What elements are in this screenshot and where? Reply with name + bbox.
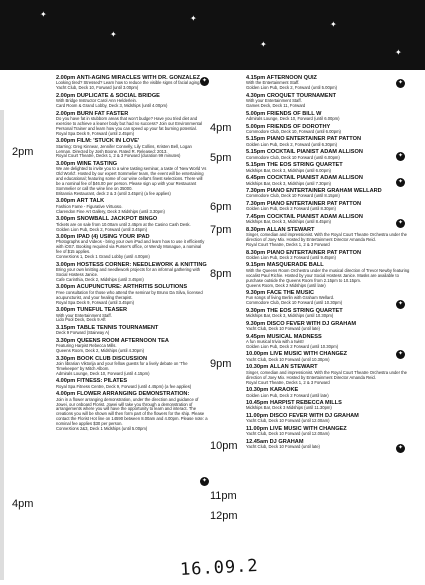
schedule-event [56, 338, 208, 354]
event-venue: Commodore Club, Deck 10 Forward (until 6.00pm) [246, 154, 340, 160]
event-title: 3.00pm ART TALK [56, 198, 105, 205]
event-venue: Deck 9 Forward (Stairway A) [56, 330, 110, 336]
event-venue: Midships Bar, Deck 3, Midships (until 7.30pm) [246, 180, 331, 186]
event-venue: Royal Spa Deck 9, Forward (until 2.45pm) [56, 130, 134, 136]
event-venue: ConneXions 1, Deck 1 Grand Lobby (until 4.00pm) [56, 254, 150, 260]
event-venue: Golden Lion Pub, Deck 2 Forward (until 9.45pm) [246, 254, 336, 260]
star-decoration: ✦ [395, 48, 402, 57]
event-title: 2.00pm DUPLICATE & SOCIAL BRIDGE [56, 92, 160, 99]
event-description: Singer, comedian and impressionist. With the Royal Court Theatre Orchestra under the direction of Joey Mix. Hosted by Entertainment Director Amanda Reid. [246, 232, 407, 243]
event-description: Join librarian Viktorija and your fellow guests for a lively debate on 'The Timekeeper' by Mitch Albom. [56, 361, 188, 371]
schedule-event [246, 227, 411, 248]
event-venue: Golden Lion Pub, Deck 2, Forward (until 3.45pm) [56, 226, 148, 232]
event-venue: Card Room & Grand Lobby, Deck 3, Midships (until 4.00pm) [56, 103, 168, 109]
event-title: 3.00pm HOSTESS CORNER: NEEDLEWORK & KNITTING [56, 261, 207, 268]
schedule-event [246, 75, 411, 91]
event-venue: Golden Lion Pub, Deck 2, Forward (until 6.30pm) [246, 141, 338, 147]
schedule-event [56, 356, 208, 377]
schedule-event [56, 75, 208, 91]
event-title: 3.00pm TUNEFUL TEASER [56, 307, 128, 314]
event-title: 3.30pm QUEENS ROOM AFTERNOON TEA [56, 337, 169, 344]
event-venue: Clarendon Fine Art Gallery, Deck 3 Midships (until 3.30pm) [56, 208, 165, 214]
hour-marker-8pm: 8pm [210, 268, 232, 280]
schedule-event [246, 400, 411, 411]
event-venue: Queens Room, Deck 2, Midships (until 4.30pm) [56, 348, 144, 354]
event-title: 3.00pm ACUPUNCTURE: ARTHRITIS SOLUTIONS [56, 284, 188, 291]
event-title: 10.00pm LIVE MUSIC WITH CHANGEZ [246, 351, 348, 358]
hour-marker-9pm: 9pm [210, 358, 232, 370]
hour-marker-12pm: 12pm [210, 510, 238, 522]
schedule-event [56, 234, 208, 260]
event-title: 9.30pm FACE THE MUSIC [246, 290, 315, 297]
hour-marker-7pm: 7pm [210, 224, 232, 236]
event-description: With the Entertainment Staff. [246, 80, 300, 86]
hour-marker-4pm: 4pm [12, 498, 34, 510]
hour-marker-4pm-right: 4pm [210, 122, 232, 134]
schedule-event [246, 321, 411, 332]
event-title: 3.15pm TABLE TENNIS TOURNAMENT [56, 324, 159, 331]
event-venue: Yacht Club, Deck 10 Forward (until 12.00am) [246, 418, 330, 424]
schedule-event [246, 124, 411, 135]
event-title: 4.00pm FLOWER ARRANGING DEMONSTRATION: [56, 391, 190, 398]
event-venue: Midships Bar, Deck 3 Midships (until 11.30pm) [246, 405, 332, 411]
event-venue: Royal Spa Deck 9, Forward (until 3.45pm) [56, 299, 134, 305]
schedule-event [246, 351, 411, 362]
event-venue: Cafe Carinthia, Deck 2, Midships (until 3.45pm) [56, 276, 144, 282]
event-venue: Commodore Club, Deck 10 Forward (until 10.30pm) [246, 300, 343, 306]
schedule-event [56, 138, 208, 159]
header-banner [0, 0, 425, 70]
event-title: 3.00pm WINE TASTING [56, 160, 118, 167]
event-venue: Queens Room, Deck 2 Midships (until late) [246, 282, 326, 288]
schedule-event [246, 426, 411, 437]
event-venue: Golden Lion Pub, Deck 2 Forward (until late) [246, 392, 329, 398]
event-title: 3.00pm FILM: 'STUCK IN LOVE' [56, 138, 140, 145]
event-venue: Admirals Lounge, Deck 10, Forward (until 4.15pm) [56, 370, 150, 376]
event-venue: Yacht Club, Deck 10 Forward (until late) [246, 444, 320, 450]
event-title: 10.30pm KARAOKE [246, 387, 299, 394]
event-title: 3.30pm BOOK CLUB DISCUSSION [56, 355, 148, 362]
event-description: With your Entertainment Staff. [56, 312, 112, 318]
schedule-event [246, 136, 411, 147]
event-title: 8.30pm PIANO ENTERTAINER PAT PATTON [246, 249, 361, 256]
event-title: 3.00pm IPAD (4) USING YOUR IPAD [56, 234, 150, 241]
schedule-event [246, 387, 411, 398]
event-title: 7.30pm PIANO ENTERTAINER PAT PATTON [246, 200, 361, 207]
event-title: 5.00pm FRIENDS OF BILL W [246, 110, 322, 117]
event-title: 5.00pm FRIENDS OF DOROTHY [246, 123, 331, 130]
event-description: Photographs and Videos - bring your own iPad and learn how to use it efficiently with iOS7. Booking required via Purser's office, or Wendy Monague, a nominal fee of $15 applies. [56, 239, 205, 255]
hour-marker-5pm: 5pm [210, 152, 232, 164]
event-description: With Bridge Instructor Carol Ann Helderlein. [56, 98, 137, 104]
star-decoration: ✦ [260, 40, 267, 49]
event-description: Free consultation for those who attend the seminar by Bruno Da Silva, licensed acupuncturist, and your healing therapist. [56, 289, 203, 300]
event-venue: Midships Bar, Deck 3, Midships (until 8.45pm) [246, 219, 331, 225]
event-venue: Commodore Club, Deck 10, Forward (until 6.00pm) [246, 128, 341, 134]
venue-icon: ✦ [397, 220, 404, 226]
event-title: 5.15pm COCKTAIL PIANIST ADAM ALLISON [246, 149, 363, 156]
schedule-event [56, 216, 208, 232]
venue-icon: ✦ [201, 78, 208, 84]
event-description: We are delighted to invite you to a wine tasting seminar, a taste of 'New World Vs Old World'. Hosted by our expert Sommelier team, the event will be entertaining and educational; featuring some of our wine cellar's finest selections. There will be a nominal fee of $46.00 per person. Please sign up with your Restaurant Sommelier or call the wine line on 35000. [56, 166, 207, 191]
schedule-event [246, 175, 411, 186]
schedule-event [246, 308, 411, 319]
event-title: 11.00pm LIVE MUSIC WITH CHANGEZ [246, 425, 347, 432]
event-title: 9.45pm MUSICAL MADNESS [246, 333, 322, 340]
schedule-event [246, 364, 411, 385]
event-venue: Midships Bar, Deck 3, Midships (until 6.00pm) [246, 167, 331, 173]
event-description: Looking tired? Stressed? Learn how to reduce the visible signs of facial aging. [56, 80, 201, 86]
schedule-event [246, 439, 411, 450]
schedule-event [246, 413, 411, 424]
event-title: 7.45pm COCKTAIL PIANIST ADAM ALLISON [246, 213, 363, 220]
event-venue: Golden Lion Pub, Deck 2 Forward (until 10.30pm) [246, 343, 339, 349]
schedule-event [56, 161, 208, 197]
event-description: With your Entertainment Staff. [246, 98, 302, 104]
event-title: 6.45pm COCKTAIL PIANIST ADAM ALLISON [246, 175, 363, 182]
event-title: 7.30pm PIANO ENTERTAINER GRAHAM WELLARD [246, 188, 382, 195]
event-title: 10.30pm ALLAN STEWART [246, 364, 318, 371]
event-venue: Yacht Club, Deck 10 Forward (until 12.00am) [246, 431, 330, 437]
hour-marker-10pm: 10pm [210, 440, 238, 452]
schedule-event [56, 198, 208, 214]
event-description: Starring: Greg Kinnear, Jennifer Connelly, Lily Collins, Kristen Bell, Logan Lerman. Directed by Josh Boone. Rated R. Released: 2013. [56, 143, 192, 154]
event-title: 9.30pm DISCO FEVER WITH DJ GRAHAM [246, 320, 357, 327]
venue-icon: ✦ [201, 478, 208, 484]
star-decoration: ✦ [40, 10, 47, 19]
schedule-event [246, 250, 411, 261]
event-title: 4.15pm AFTERNOON QUIZ [246, 75, 317, 81]
event-venue: Commodore Club, Deck 10 Forward (until 8.15pm) [246, 193, 340, 199]
event-venue: Yacht Club, Deck 10 Forward (until late) [246, 326, 320, 332]
event-venue: Royal Spa Fitness Centre, Deck 9, Forward (until 4.45pm) (a fee applies) [56, 383, 192, 389]
event-title: 3.00pm SNOWBALL JACKPOT BINGO [56, 216, 158, 223]
star-decoration: ✦ [110, 30, 117, 39]
schedule-event [56, 262, 208, 283]
event-venue: Royal Court Theatre, Decks 1, 2 & 3 Forward [246, 379, 330, 385]
schedule-event [246, 188, 411, 199]
schedule-event [246, 214, 411, 225]
event-description: Fashion Fame - Figurative Virtuoso. [56, 203, 123, 209]
event-venue: Golden Lion Pub, Deck 2, Forward (until 5.00pm) [246, 85, 338, 91]
event-description: Do you have fat in stubborn areas that won't budge? Have you tried diet and exercise to achieve a leaner body but had no success? Join our Environmental Personal Trainer and learn how you can speed up your fat burning potential. [56, 116, 202, 131]
event-title: 10.45pm HARPIST REBECCA MILLS [246, 400, 342, 406]
event-venue: Golden Lion Pub, Deck 2 Forward (until 8.30pm) [246, 206, 336, 212]
star-decoration: ✦ [330, 20, 337, 29]
schedule-event [246, 290, 411, 306]
handwritten-date: 16.09.2 [179, 555, 260, 581]
venue-icon: ✦ [397, 351, 404, 357]
event-venue: Games Deck, Deck 11, Forward [246, 103, 306, 109]
event-venue: Lido Pool Deck, Deck 9 Aft [56, 317, 106, 323]
event-title: 4.30pm CROQUET TOURNAMENT [246, 92, 337, 99]
event-venue: Yacht Club, Deck 10 Forward (until 10.30pm) [246, 356, 330, 362]
schedule-event [56, 325, 208, 336]
event-venue: ConneXions 2&3, Deck 1 Midships (until 5.00pm) [56, 426, 148, 432]
schedule-event [56, 111, 208, 137]
venue-icon: ✦ [397, 80, 404, 86]
schedule-event [246, 111, 411, 122]
right-schedule-column [246, 75, 411, 452]
event-description: A fun musical trivia with a twist! [246, 339, 304, 345]
event-venue: Admirals Lounge, Deck 10, Forward (until 6.00pm) [246, 116, 340, 122]
schedule-event [56, 93, 208, 109]
event-title: 2.00pm BURN FAT FASTER [56, 110, 129, 117]
event-description: Tickets are on sale from 10.00am until 2.45pm at the Casino Cash Desk. [56, 221, 191, 227]
event-title: 12.45am DJ GRAHAM [246, 438, 304, 445]
venue-icon: ✦ [397, 301, 404, 307]
schedule-event [246, 262, 411, 288]
event-description: Featuring Harpist Rebecca Mills. [56, 343, 117, 349]
event-title: 2.00pm ANTI-AGING MIRACLES WITH DR. GONZALEZ [56, 75, 200, 81]
hour-marker-2pm: 2pm [12, 146, 34, 158]
schedule-event [56, 284, 208, 305]
event-title: 4.00pm FITNESS: PILATES [56, 378, 128, 385]
event-venue: Royal Court Theatre, Decks 1, 2 & 3 Forward (duration 99 minutes) [56, 153, 181, 159]
event-description: Singer, comedian and impressionist. With the Royal Court Theatre Orchestra under the direction of Joey Mix. Hosted by Entertainment Director Amanda Reid. [246, 369, 407, 380]
schedule-event [246, 334, 411, 350]
event-title: 8.30pm ALLAN STEWART [246, 226, 315, 233]
event-venue: Royal Court Theatre, Decks 1, 2 & 3 Forward [246, 242, 330, 247]
event-description: With the Queens Room Orchestra under the musical direction of Trevor Newby featuring vocalist Paul Richie. Hosted by your Social Hostess Janice. Masks are available to purchase outside the Queens Room from 2.15pm to 10.15pm. [246, 267, 410, 283]
event-venue: Midships Bar, Deck 3, Midships (until 10.30pm) [246, 313, 334, 319]
venue-icon: ✦ [397, 179, 404, 185]
hour-marker-11pm: 11pm [210, 490, 237, 502]
venue-icon: ✦ [397, 153, 404, 159]
event-description: Bring your own knitting and needlework projects for an informal gathering with Social Hostess Janice. [56, 267, 201, 277]
schedule-event [56, 307, 208, 323]
event-venue: Britannia Restaurant, deck 2 & 3 (until 3.45pm) (a fee applies) [56, 190, 171, 196]
event-title: 9.15pm MASQUERADE BALL [246, 262, 324, 269]
schedule-event [56, 378, 208, 389]
event-venue: Yacht Club, Deck 10, Forward (until 3.00pm) [56, 85, 139, 91]
venue-icon: ✦ [397, 445, 404, 451]
event-description: Fun songs of living Berlin with Graham Wellard. [246, 295, 335, 301]
schedule-event [246, 93, 411, 109]
schedule-event [56, 391, 208, 432]
hour-marker-6pm: 6pm [210, 201, 232, 213]
event-title: 5.15pm THE EOS STRING QUARTET [246, 162, 343, 169]
left-schedule-column [56, 75, 208, 434]
schedule-event [246, 149, 411, 160]
event-description: Join in a flower arranging demonstration, under the direction and guidance of Jowei, our onboard Florist. Jowei will take you through a demonstration of arrangements where you will have the opportunity to learn and interact. The creations you will be shown will then form part of the flowers for the ship. Please contact the Florist Hot line on 14590 between 8.00am and 4.00pm. Please note: a nominal fee applies $30 per person. [56, 396, 208, 427]
event-title: 5.15pm PIANO ENTERTAINER PAT PATTON [246, 136, 361, 143]
schedule-event [246, 201, 411, 212]
event-title: 11.00pm DISCO FEVER WITH DJ GRAHAM [246, 412, 359, 419]
event-title: 9.30pm THE EOS STRING QUARTET [246, 307, 343, 314]
page-edge [0, 110, 4, 580]
star-decoration: ✦ [190, 14, 197, 23]
schedule-event [246, 162, 411, 173]
